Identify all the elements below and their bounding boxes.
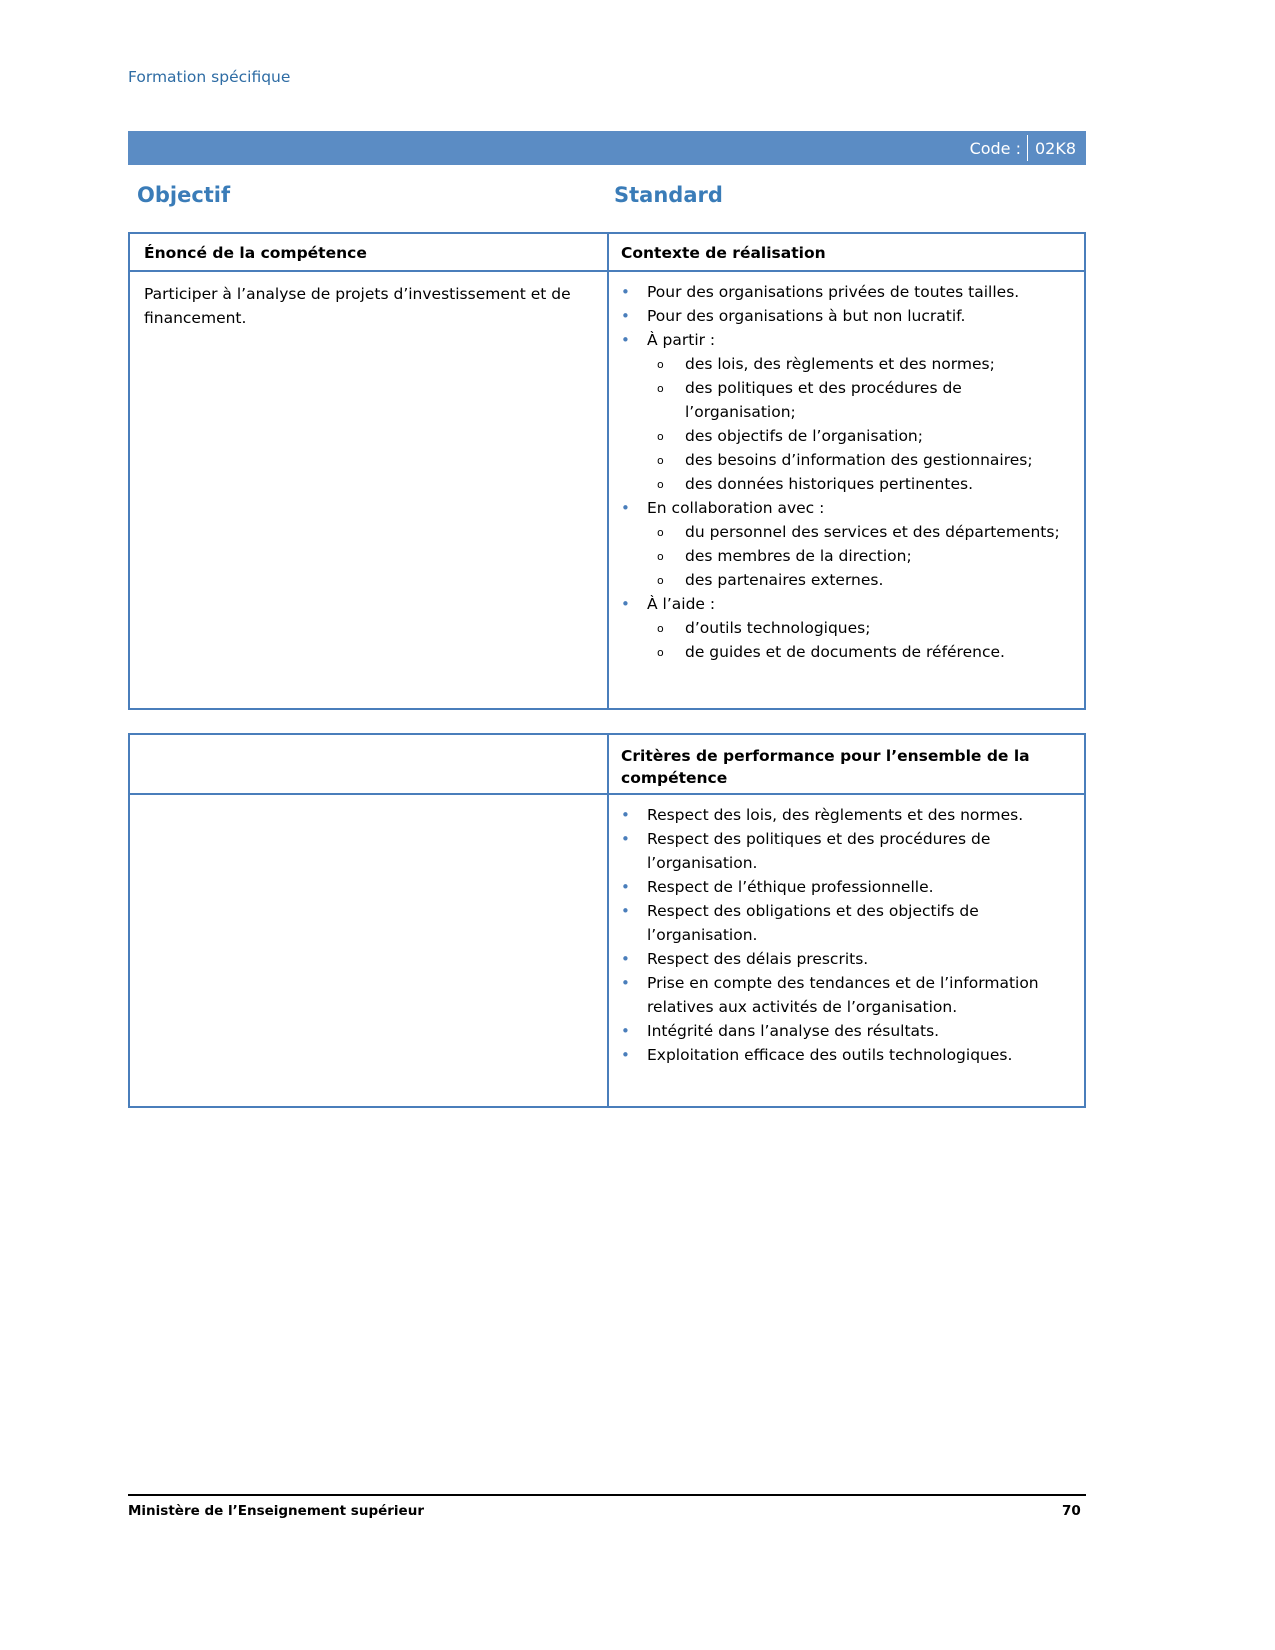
table-competence xyxy=(128,232,1086,710)
table-column-separator xyxy=(607,735,609,1106)
code-bar xyxy=(128,131,1086,165)
table-header-separator xyxy=(130,793,1084,795)
sub-list xyxy=(647,616,1073,664)
sub-list-item-label: des lois, des règlements et des normes; xyxy=(685,355,995,373)
table-header-separator xyxy=(130,270,1084,272)
sub-list-item xyxy=(647,520,1073,544)
bullet-icon: • xyxy=(621,1046,630,1064)
list-item xyxy=(611,280,1073,304)
bullet-icon: • xyxy=(621,283,630,301)
circle-bullet-icon: o xyxy=(657,646,664,659)
sub-list-item xyxy=(647,616,1073,640)
code-separator xyxy=(1027,135,1028,161)
footer-divider xyxy=(128,1494,1086,1496)
sub-list-item-label: d’outils technologiques; xyxy=(685,619,871,637)
section-header-label: Formation spécifique xyxy=(128,68,291,86)
list-item xyxy=(611,827,1073,875)
list-item-label: Respect des lois, des règlements et des normes. xyxy=(647,806,1024,824)
column-title-standard: Standard xyxy=(614,183,723,207)
list-item-label: Pour des organisations à but non lucratif. xyxy=(647,307,966,325)
sub-list-item-label: du personnel des services et des départements; xyxy=(685,523,1060,541)
sub-list-item-label: des besoins d’information des gestionnaires; xyxy=(685,451,1033,469)
competence-statement: Participer à l’analyse de projets d’investissement et de financement. xyxy=(144,285,571,327)
sub-list-item xyxy=(647,472,1073,496)
list-item xyxy=(611,496,1073,592)
circle-bullet-icon: o xyxy=(657,550,664,563)
circle-bullet-icon: o xyxy=(657,478,664,491)
sub-list-item-label: des partenaires externes. xyxy=(685,571,884,589)
contexte-list xyxy=(611,280,1073,664)
list-item xyxy=(611,1019,1073,1043)
sub-list xyxy=(647,352,1073,496)
circle-bullet-icon: o xyxy=(657,430,664,443)
sub-list-item xyxy=(647,376,1073,424)
bullet-icon: • xyxy=(621,595,630,613)
bullet-icon: • xyxy=(621,974,630,992)
bullet-icon: • xyxy=(621,950,630,968)
circle-bullet-icon: o xyxy=(657,622,664,635)
sub-list-item xyxy=(647,424,1073,448)
sub-list-item-label: des données historiques pertinentes. xyxy=(685,475,973,493)
bullet-icon: • xyxy=(621,878,630,896)
bullet-icon: • xyxy=(621,902,630,920)
criteres-list xyxy=(611,803,1073,1067)
list-item-label: Prise en compte des tendances et de l’information relatives aux activités de l’organisation. xyxy=(647,974,1039,1016)
list-item xyxy=(611,592,1073,664)
circle-bullet-icon: o xyxy=(657,358,664,371)
list-item-label: En collaboration avec : xyxy=(647,499,825,517)
sub-list-item-label: de guides et de documents de référence. xyxy=(685,643,1005,661)
list-item-label: Respect des délais prescrits. xyxy=(647,950,869,968)
sub-list-item xyxy=(647,544,1073,568)
list-item-label: À l’aide : xyxy=(647,595,716,613)
list-item-label: Exploitation efficace des outils technologiques. xyxy=(647,1046,1013,1064)
code-value: 02K8 xyxy=(1034,139,1076,158)
list-item xyxy=(611,304,1073,328)
table-column-separator xyxy=(607,234,609,708)
sub-list-item xyxy=(647,448,1073,472)
list-item xyxy=(611,875,1073,899)
sub-list-item xyxy=(647,352,1073,376)
sub-list xyxy=(647,520,1073,592)
circle-bullet-icon: o xyxy=(657,526,664,539)
bullet-icon: • xyxy=(621,499,630,517)
list-item-label: Respect des obligations et des objectifs de l’organisation. xyxy=(647,902,979,944)
header-enonce-competence: Énoncé de la compétence xyxy=(144,244,367,262)
header-contexte-realisation: Contexte de réalisation xyxy=(621,244,826,262)
bullet-icon: • xyxy=(621,307,630,325)
sub-list-item-label: des politiques et des procédures de l’organisation; xyxy=(685,379,962,421)
code-label: Code : xyxy=(969,139,1021,158)
sub-list-item-label: des membres de la direction; xyxy=(685,547,912,565)
footer-page-number: 70 xyxy=(1062,1503,1081,1519)
list-item-label: Respect de l’éthique professionnelle. xyxy=(647,878,934,896)
footer-ministry: Ministère de l’Enseignement supérieur xyxy=(128,1503,424,1519)
sub-list-item-label: des objectifs de l’organisation; xyxy=(685,427,923,445)
bullet-icon: • xyxy=(621,331,630,349)
list-item-label: Respect des politiques et des procédures de l’organisation. xyxy=(647,830,991,872)
list-item xyxy=(611,1043,1073,1067)
list-item-label: Pour des organisations privées de toutes tailles. xyxy=(647,283,1020,301)
circle-bullet-icon: o xyxy=(657,382,664,395)
bullet-icon: • xyxy=(621,1022,630,1040)
header-criteres-performance: Critères de performance pour l’ensemble de la compétence xyxy=(621,747,1030,787)
list-item xyxy=(611,947,1073,971)
list-item xyxy=(611,803,1073,827)
table-criteres-performance xyxy=(128,733,1086,1108)
circle-bullet-icon: o xyxy=(657,574,664,587)
circle-bullet-icon: o xyxy=(657,454,664,467)
bullet-icon: • xyxy=(621,806,630,824)
list-item xyxy=(611,971,1073,1019)
column-title-objectif: Objectif xyxy=(137,183,231,207)
sub-list-item xyxy=(647,568,1073,592)
list-item-label: À partir : xyxy=(647,331,716,349)
list-item xyxy=(611,899,1073,947)
list-item-label: Intégrité dans l’analyse des résultats. xyxy=(647,1022,940,1040)
bullet-icon: • xyxy=(621,830,630,848)
list-item xyxy=(611,328,1073,496)
sub-list-item xyxy=(647,640,1073,664)
